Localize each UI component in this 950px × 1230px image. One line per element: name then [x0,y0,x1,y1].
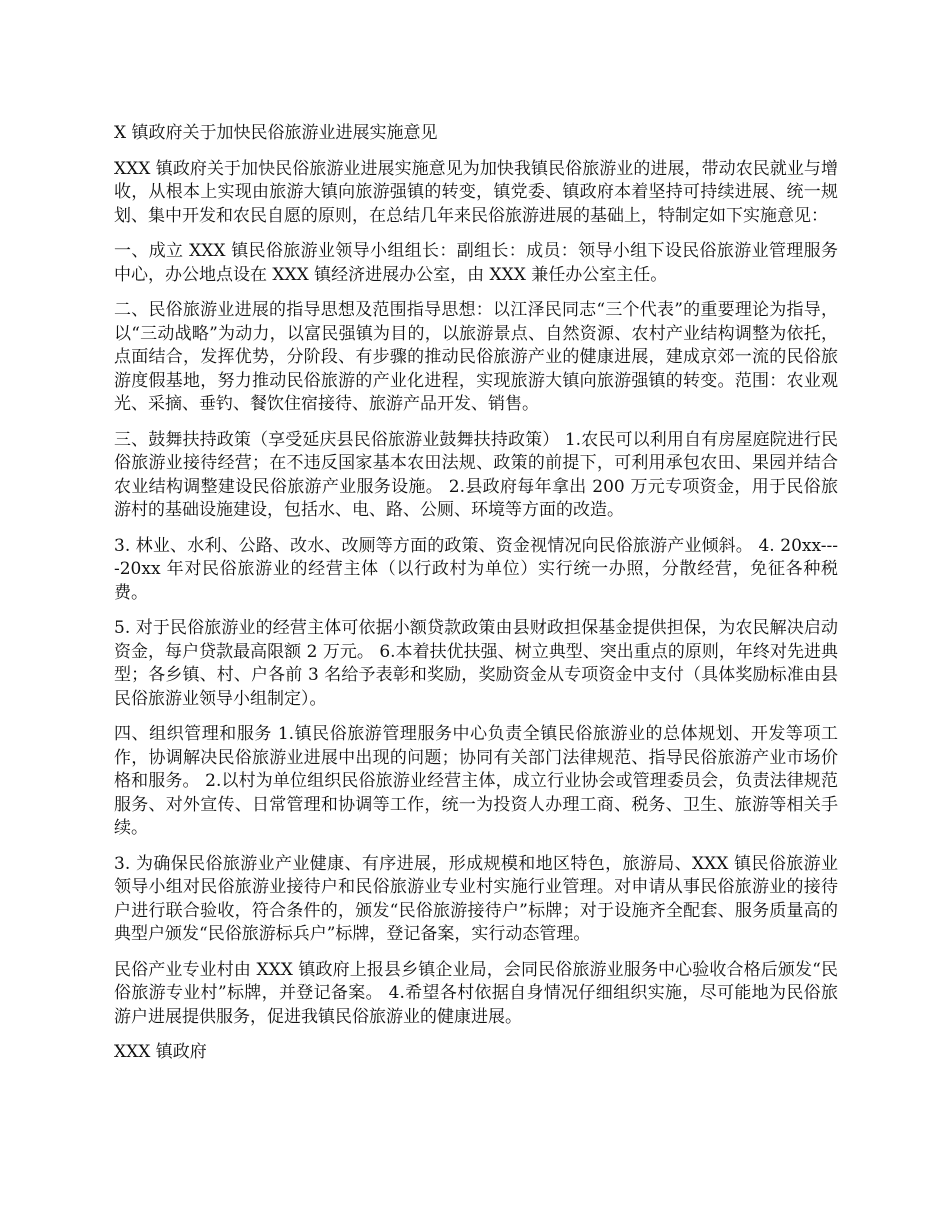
paragraph-section-4-cont-b: 民俗产业专业村由 XXX 镇政府上报县乡镇企业局，会同民俗旅游业服务中心验收合格后颁发“民俗旅游专业村”标牌，并登记备案。 4.希望各村依据自身情况仔细组织实施，尽可能地为民俗旅游户进展提供服务，促进我镇民俗旅游业的健康进展。 [114,959,838,1027]
paragraph-section-3-cont-b: 5. 对于民俗旅游业的经营主体可依据小额贷款政策由县财政担保基金提供担保，为农民解决启动资金，每户贷款最高限额 2 万元。 6.本着扶优扶强、树立典型、突出重点的原则，年终对先进典型；各乡镇、村、户各前 3 名给予表彰和奖励，奖励资金从专项资金中支付（具体奖励标准由县民俗旅游业领导小组制定）。 [114,618,838,709]
paragraph-intro: XXX 镇政府关于加快民俗旅游业进展实施意见为加快我镇民俗旅游业的进展，带动农民就业与增收，从根本上实现由旅游大镇向旅游强镇的转变，镇党委、镇政府本着坚持可持续进展、统一规划、集中开发和农民自愿的原则，在总结几年来民俗旅游进展的基础上，特制定如下实施意见： [114,158,838,226]
paragraph-section-4-cont-a: 3. 为确保民俗旅游业产业健康、有序进展，形成规模和地区特色，旅游局、XXX 镇民俗旅游业领导小组对民俗旅游业接待户和民俗旅游业专业村实施行业管理。对申请从事民俗旅游业的接待户进行联合验收，符合条件的，颁发“民俗旅游接待户”标牌；对于设施齐全配套、服务质量高的典型户颁发“民俗旅游标兵户”标牌，登记备案，实行动态管理。 [114,853,838,944]
paragraph-section-1: 一、成立 XXX 镇民俗旅游业领导小组组长：副组长：成员：领导小组下设民俗旅游业管理服务中心，办公地点设在 XXX 镇经济进展办公室，由 XXX 兼任办公室主任。 [114,241,838,285]
document-title: X 镇政府关于加快民俗旅游业进展实施意见 [114,123,438,143]
paragraph-section-4: 四、组织管理和服务 1.镇民俗旅游管理服务中心负责全镇民俗旅游业的总体规划、开发等项工作，协调解决民俗旅游业进展中出现的问题；协同有关部门法律规范、指导民俗旅游产业市场价格和服务。 2.以村为单位组织民俗旅游业经营主体，成立行业协会或管理委员会，负责法律规范服务、对外宣传、日常管理和协调等工作，统一为投资人办理工商、税务、卫生、旅游等相关手续。 [114,724,838,838]
paragraph-section-3-cont-a: 3. 林业、水利、公路、改水、改厕等方面的政策、资金视情况向民俗旅游产业倾斜。 4. 20xx----20xx 年对民俗旅游业的经营主体（以行政村为单位）实行统一办照，分散经营，免征各种税费。 [114,535,838,603]
paragraph-section-2: 二、民俗旅游业进展的指导思想及范围指导思想：以江泽民同志“三个代表”的重要理论为指导，以“三动战略”为动力，以富民强镇为目的，以旅游景点、自然资源、农村产业结构调整为依托，点面结合，发挥优势，分阶段、有步骤的推动民俗旅游产业的健康进展，建成京郊一流的民俗旅游度假基地，努力推动民俗旅游的产业化进程，实现旅游大镇向旅游强镇的转变。范围：农业观光、采摘、垂钓、餐饮住宿接待、旅游产品开发、销售。 [114,300,838,414]
signature: XXX 镇政府 [114,1042,207,1062]
paragraph-section-3: 三、鼓舞扶持政策（享受延庆县民俗旅游业鼓舞扶持政策） 1.农民可以利用自有房屋庭院进行民俗旅游业接待经营；在不违反国家基本农田法规、政策的前提下，可利用承包农田、果园并结合农业结构调整建设民俗旅游产业服务设施。 2.县政府每年拿出 200 万元专项资金，用于民俗旅游村的基础设施建设，包括水、电、路、公厕、环境等方面的改造。 [114,429,838,520]
document-page [114,122,838,1065]
